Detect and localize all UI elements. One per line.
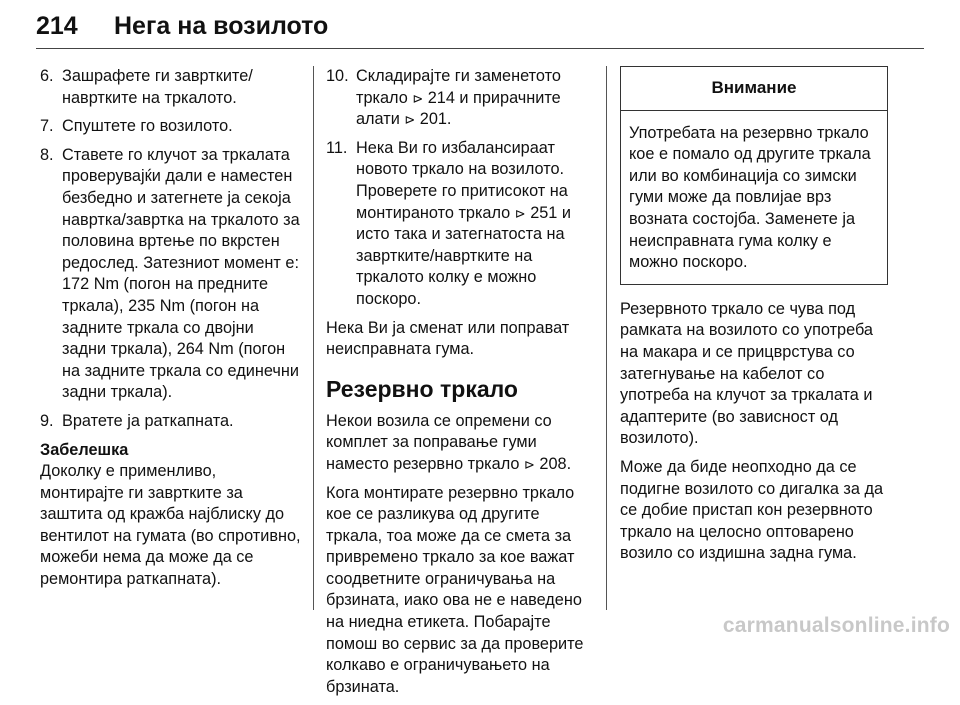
step-text: Спуштете го возилото.: [62, 117, 233, 136]
right-column: [620, 66, 888, 572]
step-number: 10.: [326, 67, 349, 85]
step-item: [40, 411, 302, 433]
step-item: [40, 66, 302, 109]
step-text: 201.: [415, 110, 452, 129]
warning-box: [620, 66, 888, 285]
page-reference-icon: ⊳: [523, 456, 535, 472]
paragraph: Нека Ви ја сменат или поправат неисправната гума.: [326, 318, 570, 359]
paragraph: Може да биде неопходно да се подигне возилото со дигалка за да се добие пристап кон резервното тркало на целосно оптоварено возило со издишна задна гума.: [620, 457, 884, 563]
step-item: [326, 66, 594, 131]
step-number: 6.: [40, 67, 54, 85]
page-reference-icon: ⊳: [404, 112, 416, 128]
left-column: [40, 66, 302, 591]
warning-text: Употребата на резервно тркало кое е помало од другите тркала или во комбинација со зимски гуми може да повлијае врз возната состојба. Заменете ја неисправната гума колку е можно поскоро.: [629, 123, 871, 272]
chapter-title: Нега на возилото: [114, 12, 329, 40]
section-heading: Резервно тркало: [326, 375, 518, 402]
paragraph: Кога монтирате резервно тркало кое се разликува од другите тркала, тоа може да се смета за привремено тркало за кое важат соодветните ограничувања на брзината, иако ова не е наведено на ниедна етикета. Побарајте помош во сервис за да проверите колкаво е ограничувањето на брзината.: [326, 483, 584, 696]
column-divider: [313, 66, 314, 610]
step-list: [326, 66, 594, 311]
step-text: Складирајте ги заменетото тркало: [356, 67, 561, 107]
paragraph: Резервното тркало се чува под рамката на возилото со употреба на макара и се прицврстува со затегнување на кабелот со употреба на клучот за тркалата и адаптерите (во зависност од возилото).: [620, 299, 873, 448]
page-number: 214: [36, 12, 78, 40]
page-reference-icon: ⊳: [412, 90, 424, 106]
step-list: [40, 66, 302, 433]
step-item: [40, 145, 302, 404]
note-text: Доколку е применливо, монтирајте ги завртките за заштита од кражба најблиску до вентилот на гумата (во спротивно, можеби нема да може да се ремонтира раткапната).: [40, 462, 301, 589]
step-text: 214 и прирачните алати: [356, 88, 561, 129]
page-reference-icon: ⊳: [514, 205, 526, 221]
step-number: 11.: [326, 138, 348, 157]
paragraph-text: 208.: [534, 454, 572, 473]
step-text: Зашрафете ги завртките/навртките на тркалото.: [62, 67, 253, 107]
middle-column: [326, 66, 594, 705]
column-divider: [606, 66, 607, 610]
warning-title: Внимание: [621, 67, 887, 111]
paragraph: [326, 411, 594, 476]
page-header: [36, 6, 924, 50]
paragraph-text: Некои возила се опремени со комплет за поправање гуми наместо резервно тркало: [326, 411, 552, 473]
step-text: 251 и исто така и затегнатоста на завртките/навртките на тркалото колку е можно поскоро.: [356, 203, 571, 308]
step-number: 8.: [40, 145, 54, 164]
note-title: Забелешка: [40, 440, 129, 459]
step-text: Нека Ви го избалансираат новото тркало на возилото. Проверете го притисокот на монтираното тркало: [356, 138, 568, 222]
step-item: [326, 138, 594, 311]
step-item: [40, 116, 302, 138]
step-text: Вратете ја раткапната.: [62, 411, 234, 430]
step-number: 7.: [40, 117, 54, 136]
watermark: carmanualsonline.info: [722, 614, 950, 637]
header-divider: [36, 48, 924, 49]
step-text: Ставете го клучот за тркалата проверувајќи дали е наместен безбедно и затегнете ја секоја навртка/завртка на тркалото за половина вртење по вкрстен редослед. Затезниот момент е: 172 Nm (погон на предните тркала), 235 Nm (погон на задните тркала со двојни задни тркала), 264 Nm (погон на задните тркала со единечни задни тркала).: [62, 145, 300, 402]
step-number: 9.: [40, 411, 54, 430]
